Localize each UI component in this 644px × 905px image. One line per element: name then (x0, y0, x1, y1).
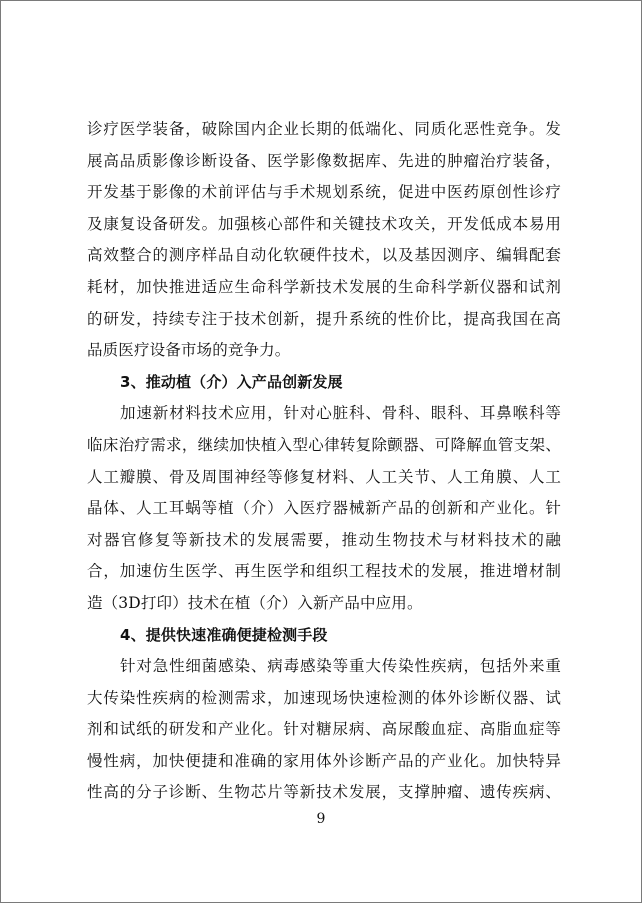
text-line: 临床治疗需求，继续加快植入型心律转复除颤器、可降解血管支架、 (87, 435, 561, 454)
paragraph-equipment-development (87, 114, 561, 367)
paragraph-implant-products (87, 398, 561, 619)
text-line: 诊疗医学装备，破除国内企业长期的低端化、同质化恶性竞争。发 (87, 120, 561, 138)
text-line: 剂和试纸的研发和产业化。针对糖尿病、高尿酸血症、高脂血症等 (87, 720, 561, 739)
text-line: 合，加速仿生医学、再生医学和组织工程技术的发展，推进增材制 (87, 562, 561, 581)
paragraph-rapid-testing (87, 651, 561, 809)
text-line: 针对急性细菌感染、病毒感染等重大传染性疾病，包括外来重 (120, 657, 561, 676)
text-line: 造（3D打印）技术在植（介）入新产品中应用。 (87, 593, 423, 612)
text-line: 高效整合的测序样品自动化软硬件技术，以及基因测序、编辑配套 (87, 246, 561, 265)
page-number: 9 (316, 811, 326, 827)
text-line: 大传染性疾病的检测需求，加速现场快速检测的体外诊断仪器、试 (87, 688, 561, 707)
text-line: 晶体、人工耳蜗等植（介）入医疗器械新产品的创新和产业化。针 (87, 499, 561, 518)
text-line: 耗材，加快推进适应生命科学新技术发展的生命科学新仪器和试剂 (87, 277, 561, 296)
text-line: 对器官修复等新技术的发展需要，推动生物技术与材料技术的融 (87, 530, 561, 549)
text-line: 慢性病，加快便捷和准确的家用体外诊断产品的产业化。加快特异 (87, 751, 561, 770)
text-line: 展高品质影像诊断设备、医学影像数据库、先进的肿瘤治疗装备， (87, 151, 561, 170)
document-body (87, 114, 561, 809)
text-line: 开发基于影像的术前评估与手术规划系统，促进中医药原创性诊疗 (87, 183, 561, 202)
text-line: 加速新材料技术应用，针对心脏科、骨科、眼科、耳鼻喉科等 (120, 404, 561, 423)
text-line: 性高的分子诊断、生物芯片等新技术发展，支撑肿瘤、遗传疾病、 (87, 783, 561, 802)
text-line: 品质医疗设备市场的竞争力。 (87, 341, 291, 360)
text-line: 人工瓣膜、骨及周围神经等修复材料、人工关节、人工角膜、人工 (87, 467, 561, 486)
text-line: 的研发，持续专注于技术创新，提升系统的性价比，提高我国在高 (87, 309, 561, 328)
section-heading-implant-products: 3、推动植（介）入产品创新发展 (120, 372, 343, 391)
text-line: 及康复设备研发。加强核心部件和关键技术攻关，开发低成本易用 (87, 214, 561, 233)
section-heading-rapid-testing: 4、提供快速准确便捷检测手段 (120, 625, 328, 644)
